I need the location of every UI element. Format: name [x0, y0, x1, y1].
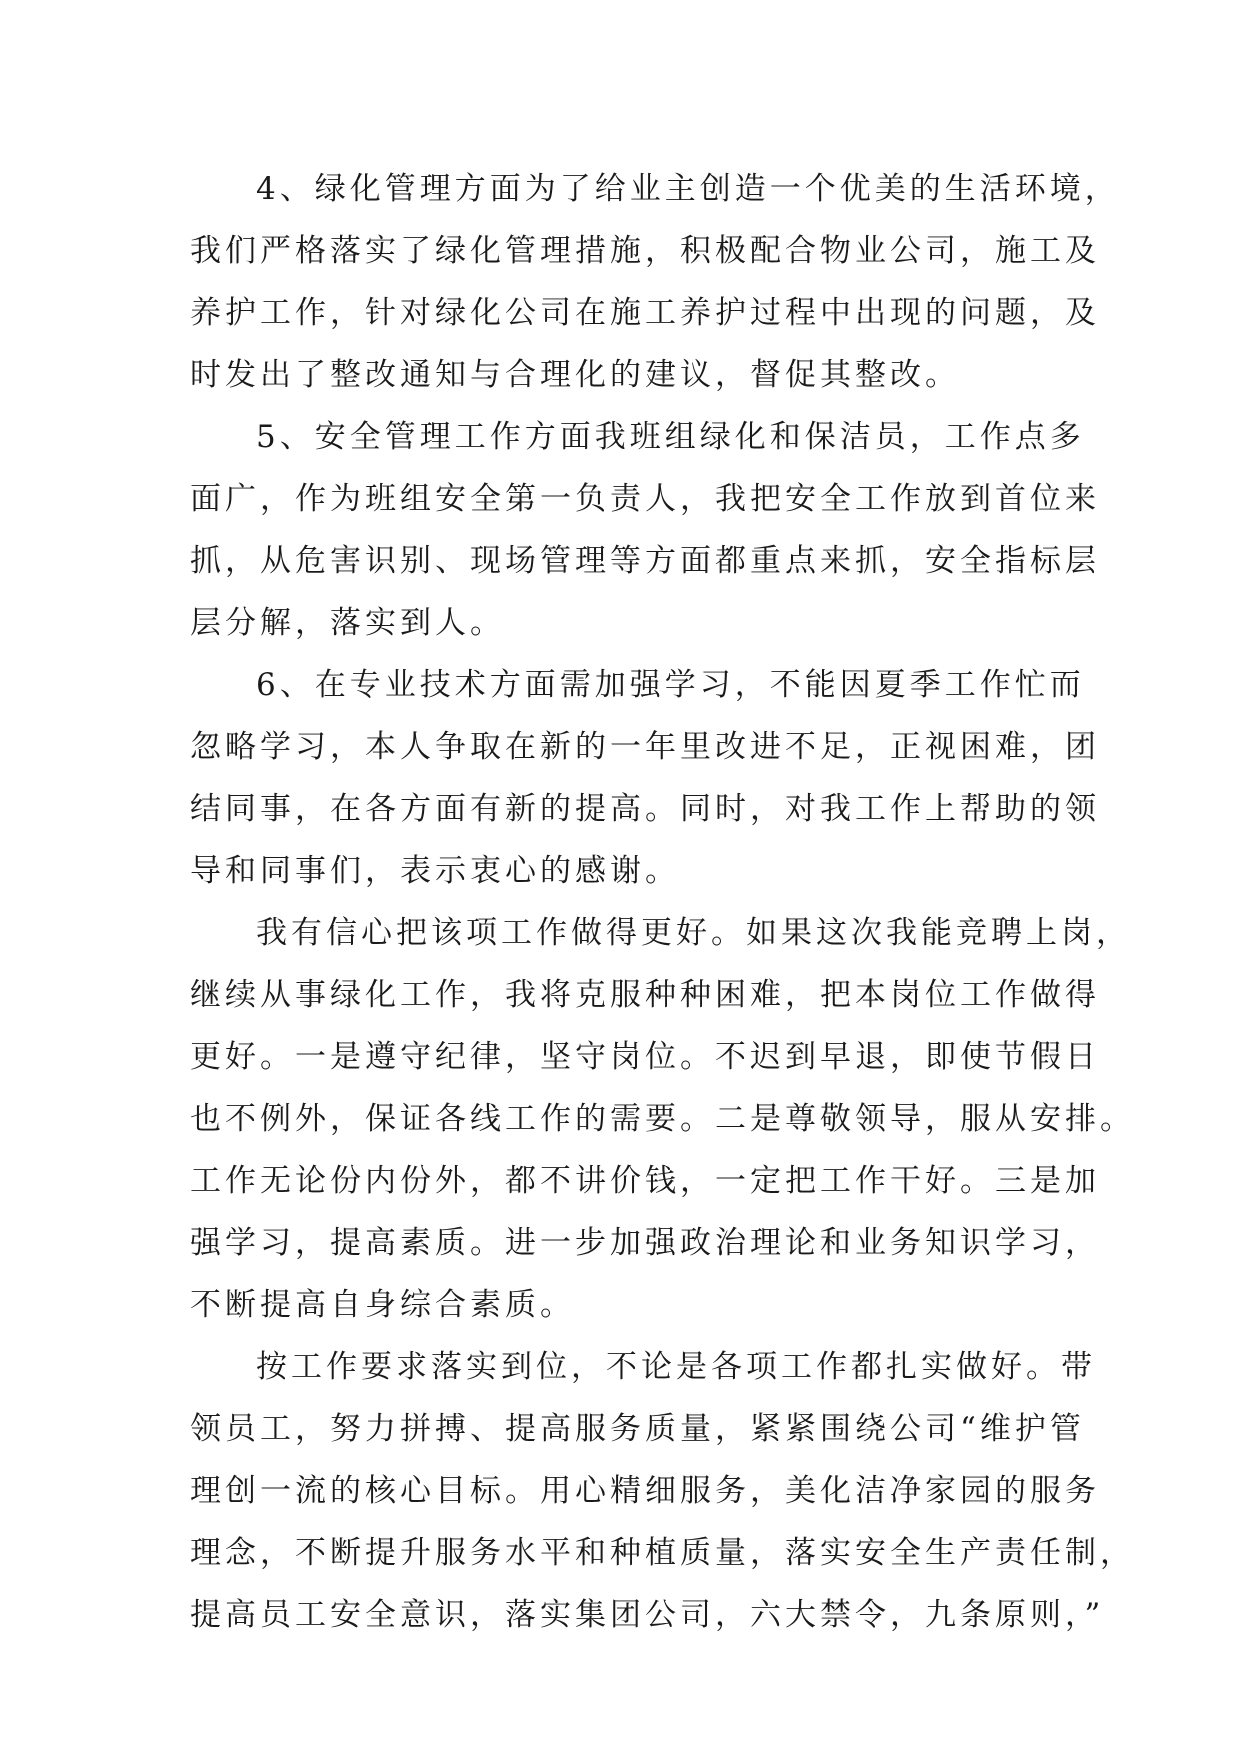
paragraph-requirements-line-3: 理创一流的核心目标。用心精细服务，美化洁净家园的服务 [190, 1473, 1100, 1509]
paragraph-requirements-line-2: 领员工，努力拼搏、提高服务质量，紧紧围绕公司“维护管 [190, 1411, 1085, 1447]
paragraph-6-line-3: 结同事，在各方面有新的提高。同时，对我工作上帮助的领 [190, 791, 1100, 827]
paragraph-4-line-2: 我们严格落实了绿化管理措施，积极配合物业公司，施工及 [190, 233, 1100, 269]
paragraph-requirements-line-5: 提高员工安全意识，落实集团公司，六大禁令，九条原则，” [190, 1597, 1105, 1633]
paragraph-5-line-1: 5、安全管理工作方面我班组绿化和保洁员，工作点多 [256, 419, 1085, 455]
paragraph-confidence-line-7: 不断提高自身综合素质。 [190, 1287, 575, 1323]
paragraph-4-line-4: 时发出了整改通知与合理化的建议，督促其整改。 [190, 357, 960, 393]
paragraph-confidence-line-2: 继续从事绿化工作，我将克服种种困难，把本岗位工作做得 [190, 977, 1100, 1013]
paragraph-requirements-line-1: 按工作要求落实到位，不论是各项工作都扎实做好。带 [256, 1349, 1096, 1385]
paragraph-confidence-line-5: 工作无论份内份外，都不讲价钱，一定把工作干好。三是加 [190, 1163, 1100, 1199]
paragraph-confidence-line-6: 强学习，提高素质。进一步加强政治理论和业务知识学习， [190, 1225, 1100, 1261]
paragraph-5-line-2: 面广，作为班组安全第一负责人，我把安全工作放到首位来 [190, 481, 1100, 517]
paragraph-5-line-4: 层分解，落实到人。 [190, 605, 505, 641]
document-body [190, 158, 1135, 1646]
paragraph-confidence-line-1: 我有信心把该项工作做得更好。如果这次我能竞聘上岗， [256, 915, 1131, 951]
paragraph-4-line-1: 4、绿化管理方面为了给业主创造一个优美的生活环境， [256, 171, 1120, 207]
paragraph-confidence-line-4: 也不例外，保证各线工作的需要。二是尊敬领导，服从安排。 [190, 1101, 1135, 1137]
paragraph-6-line-2: 忽略学习，本人争取在新的一年里改进不足，正视困难，团 [190, 729, 1100, 765]
paragraph-requirements-line-4: 理念，不断提升服务水平和种植质量，落实安全生产责任制， [190, 1535, 1135, 1571]
paragraph-confidence-line-3: 更好。一是遵守纪律，坚守岗位。不迟到早退，即使节假日 [190, 1039, 1100, 1075]
paragraph-6-line-1: 6、在专业技术方面需加强学习，不能因夏季工作忙而 [256, 667, 1085, 703]
paragraph-5-line-3: 抓，从危害识别、现场管理等方面都重点来抓，安全指标层 [190, 543, 1100, 579]
paragraph-6-line-4: 导和同事们，表示衷心的感谢。 [190, 853, 680, 889]
paragraph-4-line-3: 养护工作，针对绿化公司在施工养护过程中出现的问题，及 [190, 295, 1100, 331]
